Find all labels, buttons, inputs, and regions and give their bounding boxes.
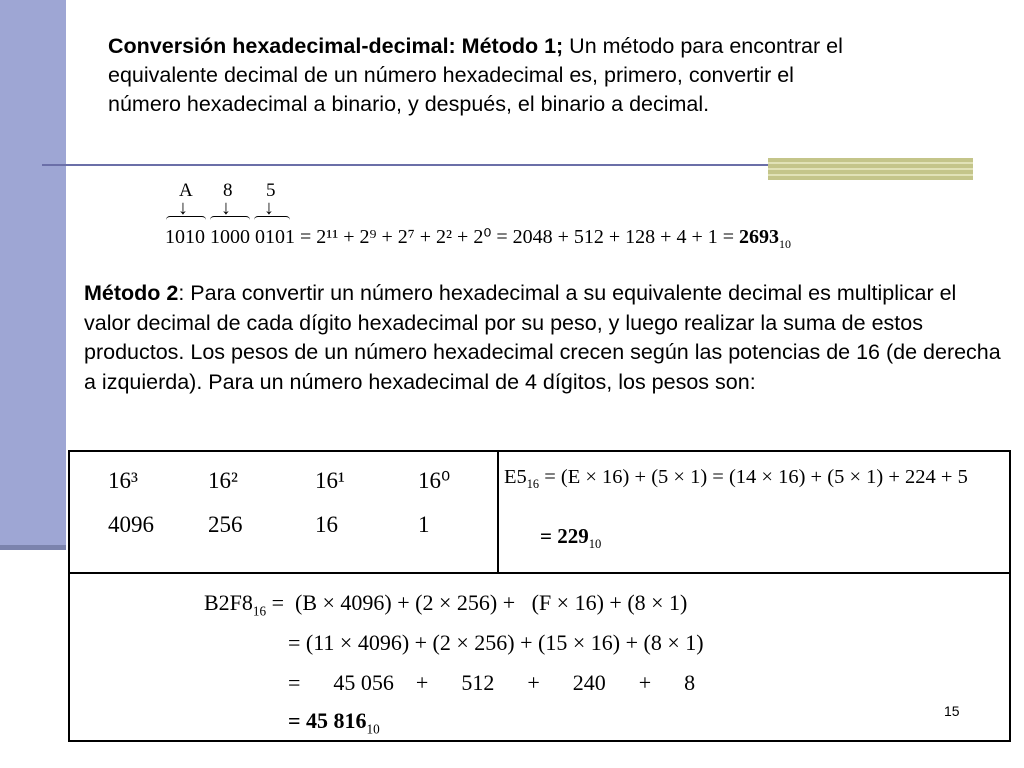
formula1-equation xyxy=(165,224,791,249)
table-horizontal-divider xyxy=(70,572,1009,574)
method1-paragraph xyxy=(108,32,868,119)
e5-result: = $229_{10}$ xyxy=(540,524,602,552)
method1-title: Conversión hexadecimal-decimal: Método 1; xyxy=(108,34,564,58)
sidebar-shadow xyxy=(0,545,66,550)
arrow-down-icon: ↓ xyxy=(178,197,188,219)
binary-group-brace xyxy=(210,216,250,223)
weight-value-16: 16 xyxy=(315,512,338,537)
formula1-result: 2693 xyxy=(739,226,780,248)
method2-text: : Para convertir un número hexadecimal a su equivalente decimal es multiplicar el valor decimal de cada dígito hexadecimal por su peso, y luego realizar la suma de estos productos. Los pesos de un número hexadecimal crecen según las potencias de 16 (de derecha a izquierda). Para un número hexadecimal de 4 dígitos, los pesos son: xyxy=(84,281,1001,394)
arrow-down-icon: ↓ xyxy=(221,197,231,219)
weight-power-0: 16⁰ xyxy=(418,468,451,493)
b2f8-result: = 45 $816_{10}$ xyxy=(288,708,380,737)
method2-paragraph xyxy=(84,279,1004,397)
binary-group-brace xyxy=(166,216,206,223)
weight-power-2: 16² xyxy=(208,468,238,493)
b2f8-line3: = 45 056 + 512 + 240 + 8 xyxy=(288,670,696,695)
b2f8-line2: = (11 × 4096) + (2 × 256) + (15 × 16) + (8 × 1) xyxy=(288,630,704,655)
weight-value-256: 256 xyxy=(208,512,243,537)
formula1-expression: = 2¹¹ + 2⁹ + 2⁷ + 2² + 2⁰ = 2048 + 512 + 128 + 4 + 1 = xyxy=(300,226,735,248)
formula1-result-base: 10 xyxy=(779,237,792,251)
hex-digit-a: A xyxy=(179,180,193,201)
sidebar-band xyxy=(0,0,66,545)
e5-equation: $E5_{16} = (E \times 16) + (5 \times 1) = (14 \times 16) + (5 \times 1) + 224 + 5$ xyxy=(504,466,968,492)
arrow-down-icon: ↓ xyxy=(264,197,274,219)
examples-table xyxy=(68,450,1011,742)
weight-power-1: 16¹ xyxy=(315,468,345,493)
weight-value-1: 1 xyxy=(418,512,430,537)
weight-value-4096: 4096 xyxy=(108,512,154,537)
weight-power-3: 16³ xyxy=(108,468,138,493)
b2f8-line1: $B2F8_{16} = (B \times 4096) + (2 \times 256) + (F \times 16) + (8 \times 1)$ xyxy=(204,590,688,619)
binary-group-brace xyxy=(254,216,290,223)
table-vertical-divider xyxy=(497,452,499,572)
page-number: 15 xyxy=(944,703,960,719)
method1-text: Un método para encontrar el equivalente decimal de un número hexadecimal es, primero, convertir el número hexadecimal a binario, y después, el binario a decimal. xyxy=(108,34,843,116)
hex-digit-8: 8 xyxy=(223,180,233,201)
method2-title: Método 2 xyxy=(84,281,179,305)
accent-bar xyxy=(768,158,973,180)
hex-digit-5: 5 xyxy=(266,180,276,201)
binary-value: 1010 1000 0101 xyxy=(165,226,295,248)
